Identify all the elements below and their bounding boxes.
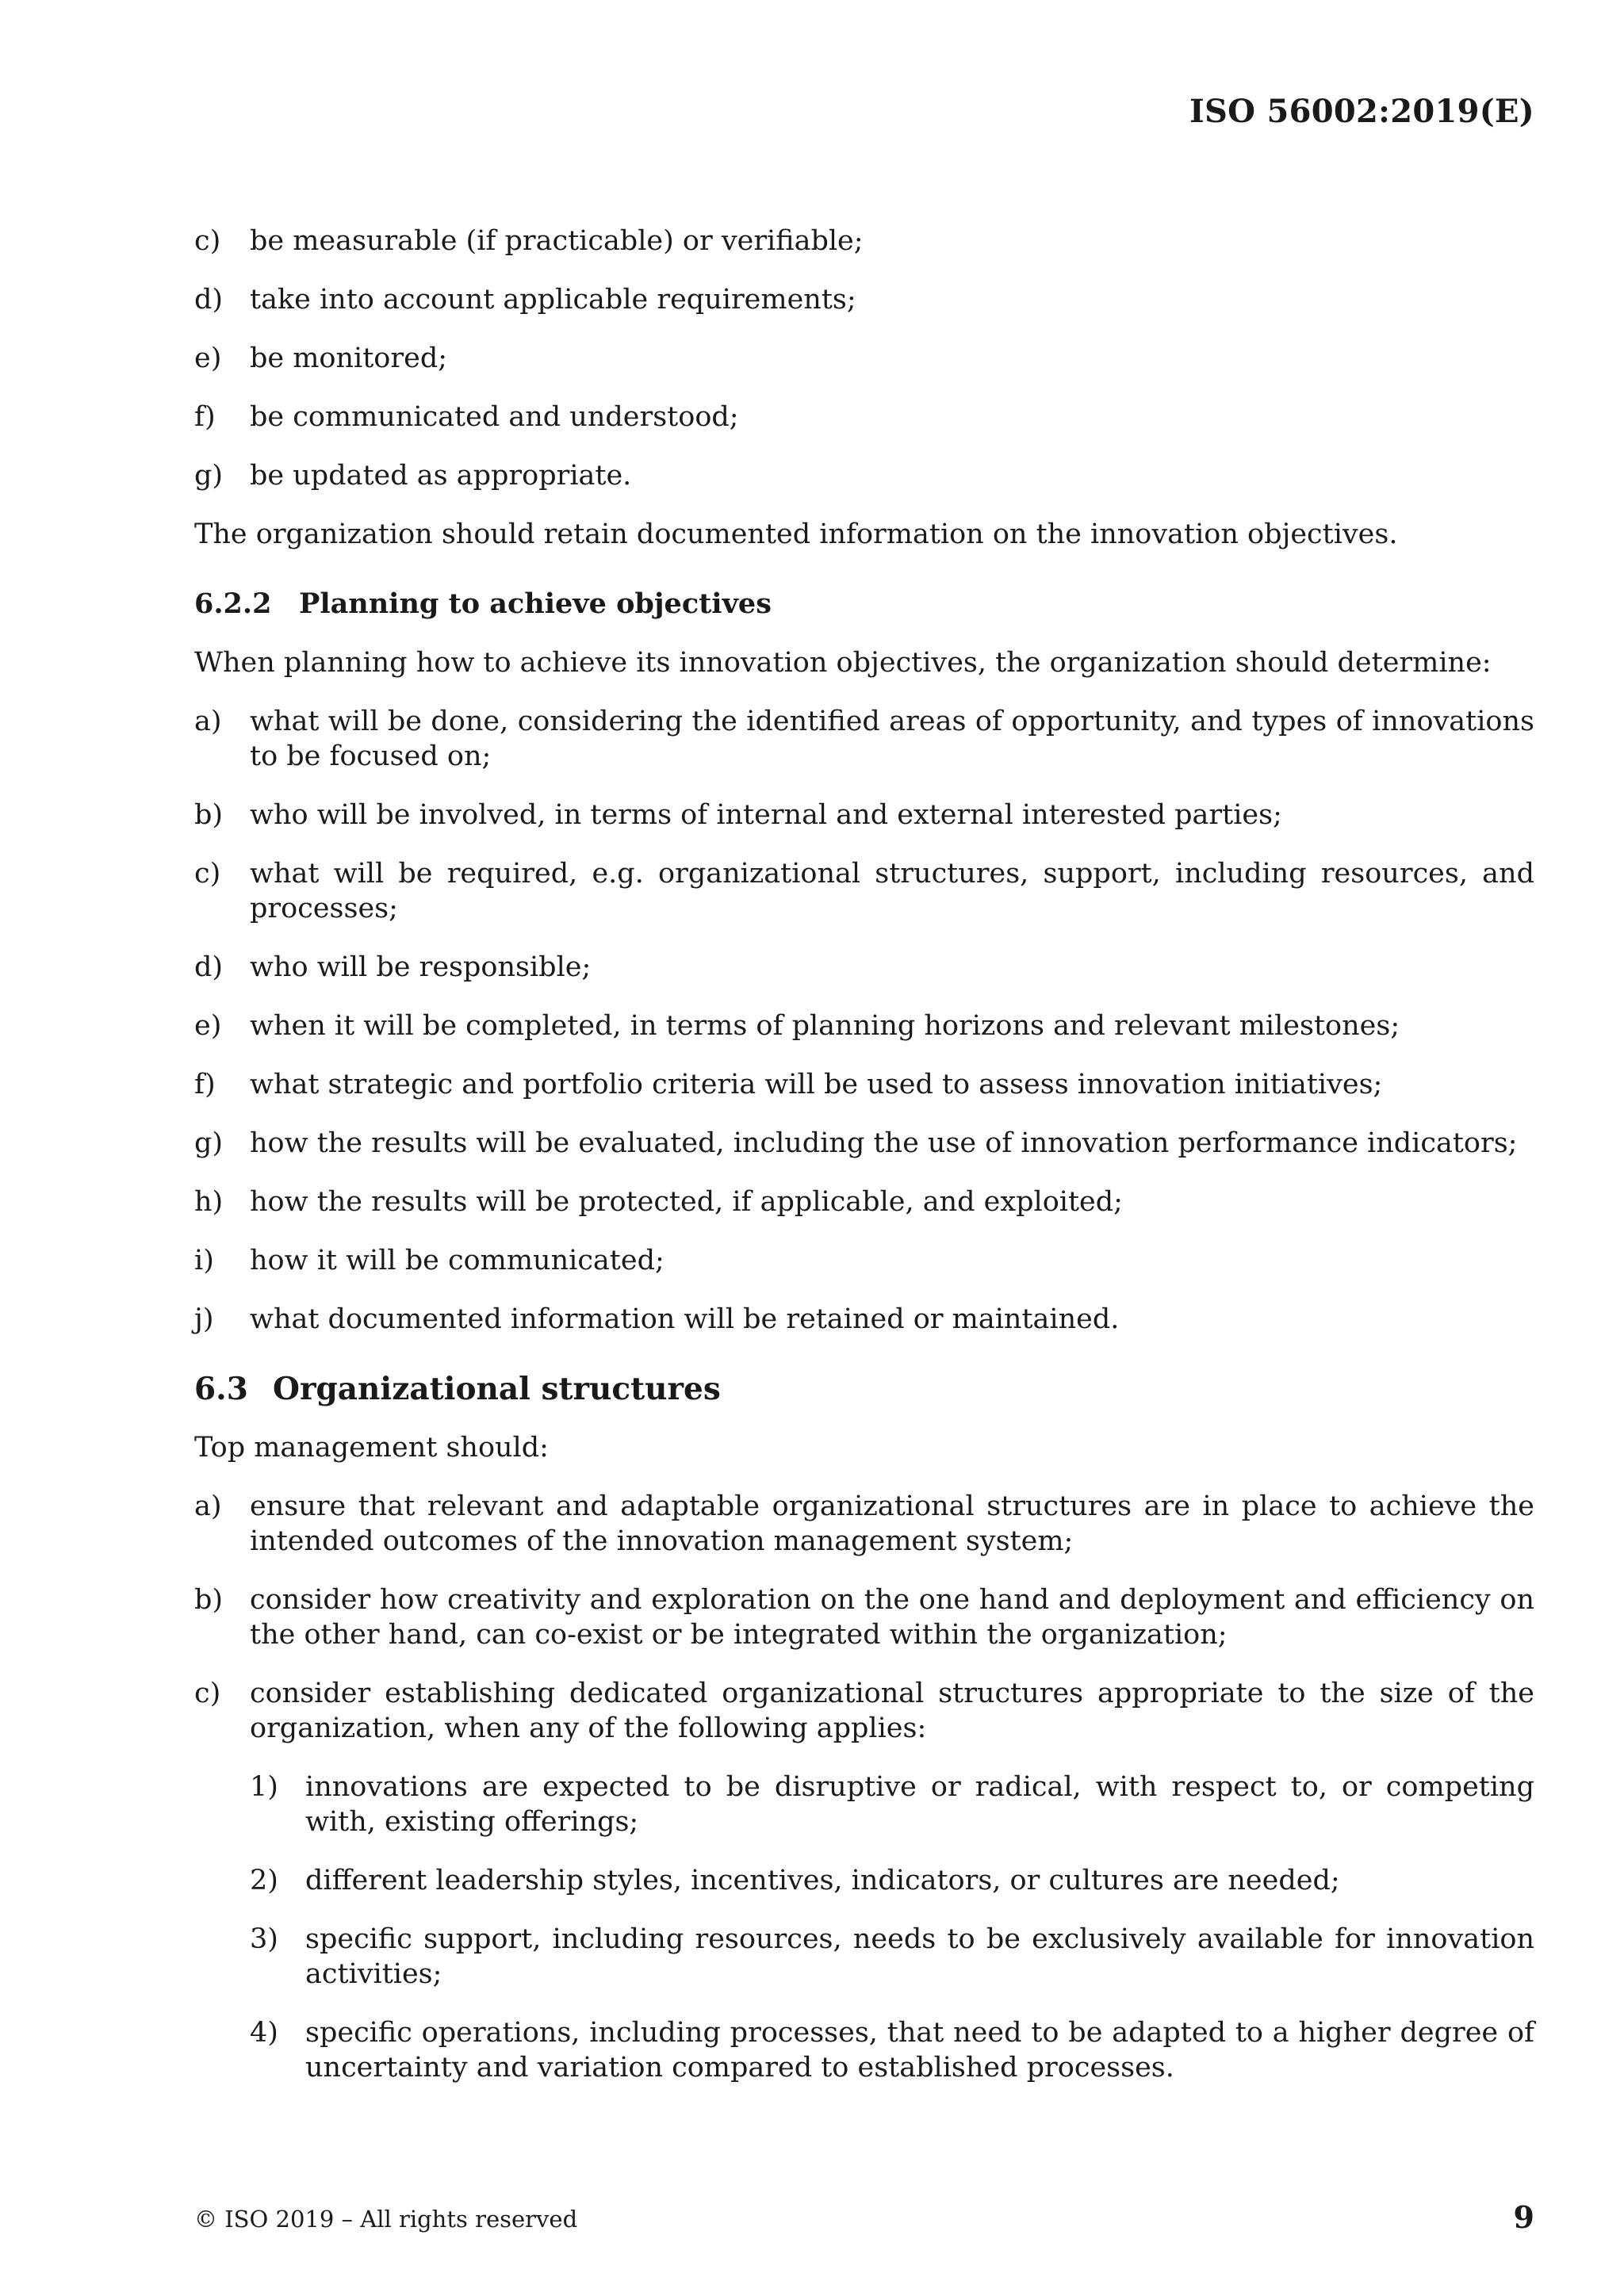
list-marker: b) <box>194 1584 224 1616</box>
list-item-text: be measurable (if practicable) or verifiable; <box>250 225 864 257</box>
list-item <box>194 856 1534 926</box>
list-item-text: take into account applicable requirements; <box>250 284 856 316</box>
list-marker: b) <box>194 799 224 831</box>
sub-list-item <box>250 2015 1534 2085</box>
section-title: Organizational structures <box>273 1371 721 1407</box>
list-item <box>194 1302 1534 1337</box>
list-marker: a) <box>194 706 222 737</box>
list-item <box>194 1243 1534 1278</box>
list-item <box>194 224 1534 258</box>
list-item <box>194 798 1534 832</box>
page-content <box>194 224 1534 2109</box>
list-marker: g) <box>194 460 224 492</box>
sub-list-item <box>250 1770 1534 1839</box>
list-item <box>194 400 1534 434</box>
list-marker: c) <box>194 858 221 890</box>
list-marker: f) <box>194 401 216 433</box>
list-item-text: consider establishing dedicated organizational structures appropriate to the size of the organization, when any of the following applies: <box>250 1678 1534 1744</box>
list-marker: c) <box>194 225 221 257</box>
list-item-text: what documented information will be retained or maintained. <box>250 1303 1120 1335</box>
list-marker: e) <box>194 342 222 374</box>
list-item-text: specific support, including resources, needs to be exclusively available for innovation activities; <box>305 1923 1534 1990</box>
sub-list-item <box>250 1863 1534 1898</box>
list-marker: j) <box>194 1303 214 1335</box>
list-item-text: when it will be completed, in terms of planning horizons and relevant milestones; <box>250 1010 1400 1042</box>
section-heading-6-2-2 <box>194 587 1534 622</box>
list-marker: 4) <box>250 2017 278 2049</box>
list-marker: e) <box>194 1010 222 1042</box>
document-id: ISO 56002:2019(E) <box>1189 93 1534 130</box>
list-item-text: specific operations, including processes, that need to be adapted to a higher degree of uncertainty and variation compared to established processes. <box>305 2017 1534 2084</box>
list-marker: c) <box>194 1678 221 1709</box>
list-item-text: different leadership styles, incentives, indicators, or cultures are needed; <box>305 1865 1340 1896</box>
sub-list-item <box>250 1922 1534 1992</box>
list-item <box>194 1126 1534 1161</box>
paragraph-retain-info: The organization should retain documented information on the innovation objectives. <box>194 519 1398 550</box>
list-item <box>194 1067 1534 1102</box>
section-number: 6.2.2 <box>194 587 272 620</box>
list-item-text: what strategic and portfolio criteria will be used to assess innovation initiatives; <box>250 1069 1383 1100</box>
copyright-notice: © ISO 2019 – All rights reserved <box>194 2206 578 2233</box>
list-item-text: consider how creativity and exploration on the one hand and deployment and efficiency on the other hand, can co-exist or be integrated within the organization; <box>250 1584 1534 1651</box>
list-item <box>194 950 1534 985</box>
list-item-text: be communicated and understood; <box>250 401 739 433</box>
sub-list <box>250 1770 1534 2085</box>
list-marker: 3) <box>250 1923 278 1955</box>
list-marker: i) <box>194 1245 214 1276</box>
paragraph-planning-intro: When planning how to achieve its innovation objectives, the organization should determine: <box>194 647 1492 679</box>
list-marker: d) <box>194 951 224 983</box>
list-item <box>194 1676 1534 1746</box>
list-item-text: innovations are expected to be disruptive or radical, with respect to, or competing with, existing offerings; <box>305 1771 1534 1838</box>
list-item-text: what will be done, considering the identified areas of opportunity, and types of innovations to be focused on; <box>250 706 1534 772</box>
list-marker: a) <box>194 1490 222 1522</box>
list-item <box>194 1489 1534 1559</box>
list-marker: 2) <box>250 1865 278 1896</box>
list-item-text: be updated as appropriate. <box>250 460 632 492</box>
list-item <box>194 1582 1534 1652</box>
list-item-text: who will be responsible; <box>250 951 592 983</box>
section-number: 6.3 <box>194 1371 248 1407</box>
list-item-text: how the results will be protected, if applicable, and exploited; <box>250 1186 1123 1218</box>
section-title: Planning to achieve objectives <box>299 587 772 620</box>
list-item-text: how the results will be evaluated, including the use of innovation performance indicators; <box>250 1127 1518 1159</box>
list-item-text: be monitored; <box>250 342 448 374</box>
list-marker: d) <box>194 284 224 316</box>
list-item <box>194 1008 1534 1043</box>
paragraph-top-management: Top management should: <box>194 1432 549 1464</box>
list-marker: 1) <box>250 1771 278 1803</box>
list-marker: h) <box>194 1186 224 1218</box>
list-item-text: who will be involved, in terms of internal and external interested parties; <box>250 799 1282 831</box>
list-item <box>194 1184 1534 1219</box>
list-item-text: how it will be communicated; <box>250 1245 665 1276</box>
list-marker: f) <box>194 1069 216 1100</box>
list-item <box>194 458 1534 493</box>
list-item <box>194 282 1534 317</box>
list-marker: g) <box>194 1127 224 1159</box>
page-number: 9 <box>1513 2199 1534 2235</box>
section-heading-6-3 <box>194 1372 1534 1406</box>
list-item <box>194 341 1534 376</box>
list-item-text: what will be required, e.g. organizational structures, support, including resources, and processes; <box>250 858 1534 924</box>
list-item <box>194 704 1534 774</box>
list-item-text: ensure that relevant and adaptable organizational structures are in place to achieve the intended outcomes of the innovation management system; <box>250 1490 1534 1557</box>
